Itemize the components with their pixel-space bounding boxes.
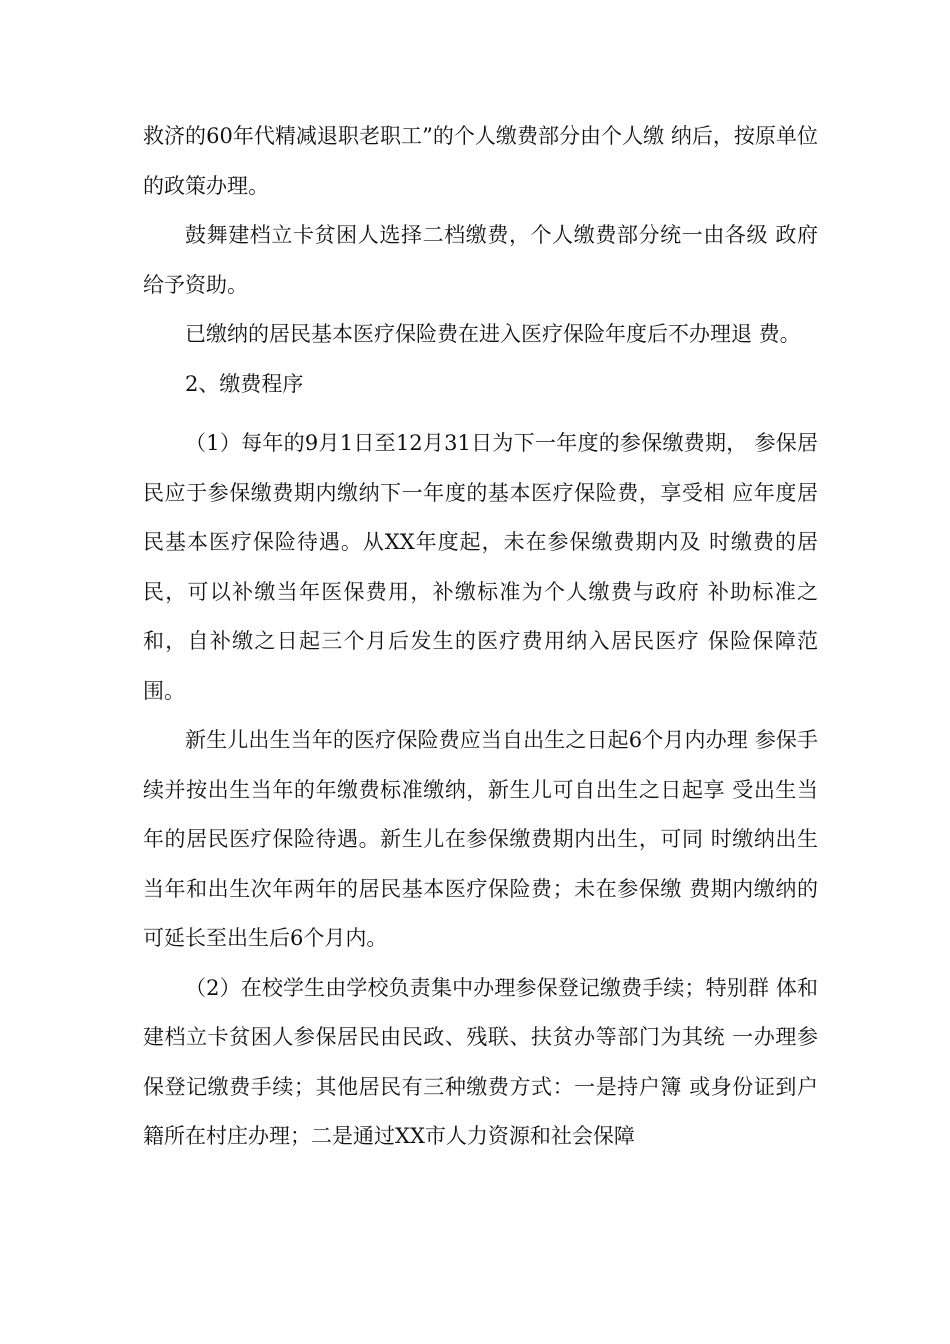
- paragraph-payment-methods: （2）在校学生由学校负责集中办理参保登记缴费手续；特别群 体和建档立卡贫困人参保居民由民政、残联、扶贫办等部门为其统 一办理参保登记缴费手续；其他居民有三种缴费方式：一是持户簿 或身份证到户籍所在村庄办理；二是通过XX市人力资源和社会保障: [143, 975, 818, 1148]
- section-heading-payment-procedure: 2、缴费程序: [185, 371, 304, 396]
- paragraph-continuation: 救济的60年代精减退职老职工”的个人缴费部分由个人缴 纳后，按原单位的政策办理。: [143, 124, 818, 198]
- paragraph-poverty-subsidy: 鼓舞建档立卡贫困人选择二档缴费，个人缴费部分统一由各级 政府给予资助。: [143, 223, 818, 297]
- document-body: [143, 112, 818, 1162]
- paragraph-no-refund: 已缴纳的居民基本医疗保险费在进入医疗保险年度后不办理退 费。: [185, 322, 801, 346]
- paragraph-newborn: 新生儿出生当年的医疗保险费应当自出生之日起6个月内办理 参保手续并按出生当年的年缴费标准缴纳，新生儿可自出生之日起享 受出生当年的居民医疗保险待遇。新生儿在参保缴费期内出生，可同 时缴纳出生当年和出生次年两年的居民基本医疗保险费；未在参保缴 费期内缴纳的可延长至出生后6个月内。: [143, 728, 818, 950]
- paragraph-payment-period: （1）每年的9月1日至12月31日为下一年度的参保缴费期， 参保居民应于参保缴费期内缴纳下一年度的基本医疗保险费，享受相 应年度居民基本医疗保险待遇。从XX年度起，未在参保缴费期内及 时缴费的居民，可以补缴当年医保费用，补缴标准为个人缴费与政府 补助标准之和，自补缴之日起三个月后发生的医疗费用纳入居民医疗 保险保障范围。: [143, 431, 818, 703]
